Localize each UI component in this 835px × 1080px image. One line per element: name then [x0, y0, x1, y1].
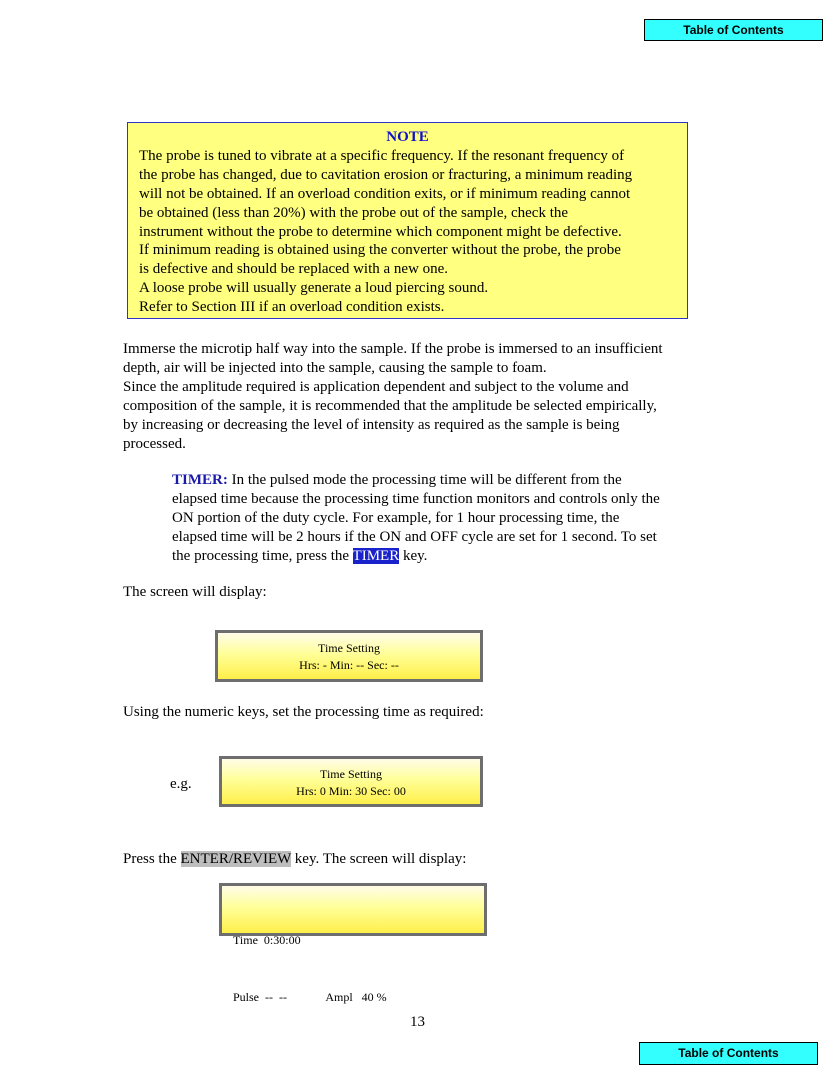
note-line: A loose probe will usually generate a loud piercing sound.: [139, 280, 489, 297]
lcd-display-status: [219, 883, 487, 1004]
paragraph-line: elapsed time because the processing time function monitors and controls only the: [172, 490, 660, 507]
immerse-paragraph: [123, 340, 663, 453]
note-line: will not be obtained. If an overload condition exits, or if minimum reading cannot: [139, 185, 631, 202]
paragraph-line: Since the amplitude required is application dependent and subject to the volume and: [123, 378, 629, 395]
paragraph-text: In the pulsed mode the processing time will be different from the: [227, 472, 622, 488]
paragraph-text: the processing time, press the: [172, 547, 353, 564]
note-line: Refer to Section III if an overload condition exists.: [139, 299, 445, 316]
paragraph-text: key.: [399, 547, 428, 564]
lcd-line: Time 0:30:00: [233, 933, 301, 947]
note-title: NOTE: [386, 129, 429, 145]
paragraph-text: key. The screen will display:: [291, 851, 467, 867]
note-line: The probe is tuned to vibrate at a specific frequency. If the resonant frequency of: [139, 147, 625, 164]
lcd-line: Hrs: - Min: -- Sec: --: [299, 658, 399, 672]
example-label: e.g.: [170, 776, 192, 792]
note-line: instrument without the probe to determine which component might be defective.: [139, 223, 622, 240]
paragraph-text: Press the: [123, 851, 181, 867]
screen-display-text: The screen will display:: [123, 584, 267, 600]
timer-label: TIMER:: [172, 472, 228, 488]
lcd-line: Time Setting: [318, 641, 380, 655]
paragraph-line: ON portion of the duty cycle. For example, for 1 hour processing time, the: [172, 509, 620, 526]
note-line: be obtained (less than 20%) with the probe out of the sample, check the: [139, 204, 569, 221]
paragraph-line: by increasing or decreasing the level of intensity as required as the sample is being: [123, 416, 620, 433]
press-enter-paragraph: [123, 850, 466, 869]
lcd-line: Time Setting: [320, 767, 382, 781]
table-of-contents-button-top[interactable]: Table of Contents: [644, 19, 823, 41]
note-line: is defective and should be replaced with a new one.: [139, 261, 449, 278]
numeric-keys-text: Using the numeric keys, set the processing time as required:: [123, 704, 484, 720]
paragraph-line: composition of the sample, it is recommended that the amplitude be selected empirically,: [123, 397, 657, 414]
lcd-display-time-setting-empty: [215, 630, 483, 682]
lcd-line: Hrs: 0 Min: 30 Sec: 00: [296, 784, 406, 798]
paragraph-line: depth, air will be injected into the sample, causing the sample to foam.: [123, 359, 547, 376]
paragraph-line: elapsed time will be 2 hours if the ON and OFF cycle are set for 1 second. To set: [172, 528, 657, 545]
table-of-contents-button-bottom[interactable]: Table of Contents: [639, 1042, 818, 1065]
timer-key-highlight: TIMER: [352, 547, 400, 564]
note-box: [127, 122, 688, 319]
page-number: 13: [410, 1014, 425, 1030]
paragraph-line: processed.: [123, 435, 186, 452]
paragraph-line: [172, 471, 660, 490]
paragraph-line: [172, 547, 660, 566]
enter-review-key-highlight: ENTER/REVIEW: [180, 851, 292, 867]
note-line: If minimum reading is obtained using the converter without the probe, the probe: [139, 242, 621, 259]
paragraph-line: Immerse the microtip half way into the sample. If the probe is immersed to an insufficient: [123, 341, 663, 357]
timer-paragraph: [172, 471, 660, 566]
lcd-display-time-setting-example: [219, 756, 483, 807]
note-line: the probe has changed, due to cavitation erosion or fracturing, a minimum reading: [139, 166, 633, 183]
lcd-line: Pulse -- -- Ampl 40 %: [233, 990, 387, 1004]
